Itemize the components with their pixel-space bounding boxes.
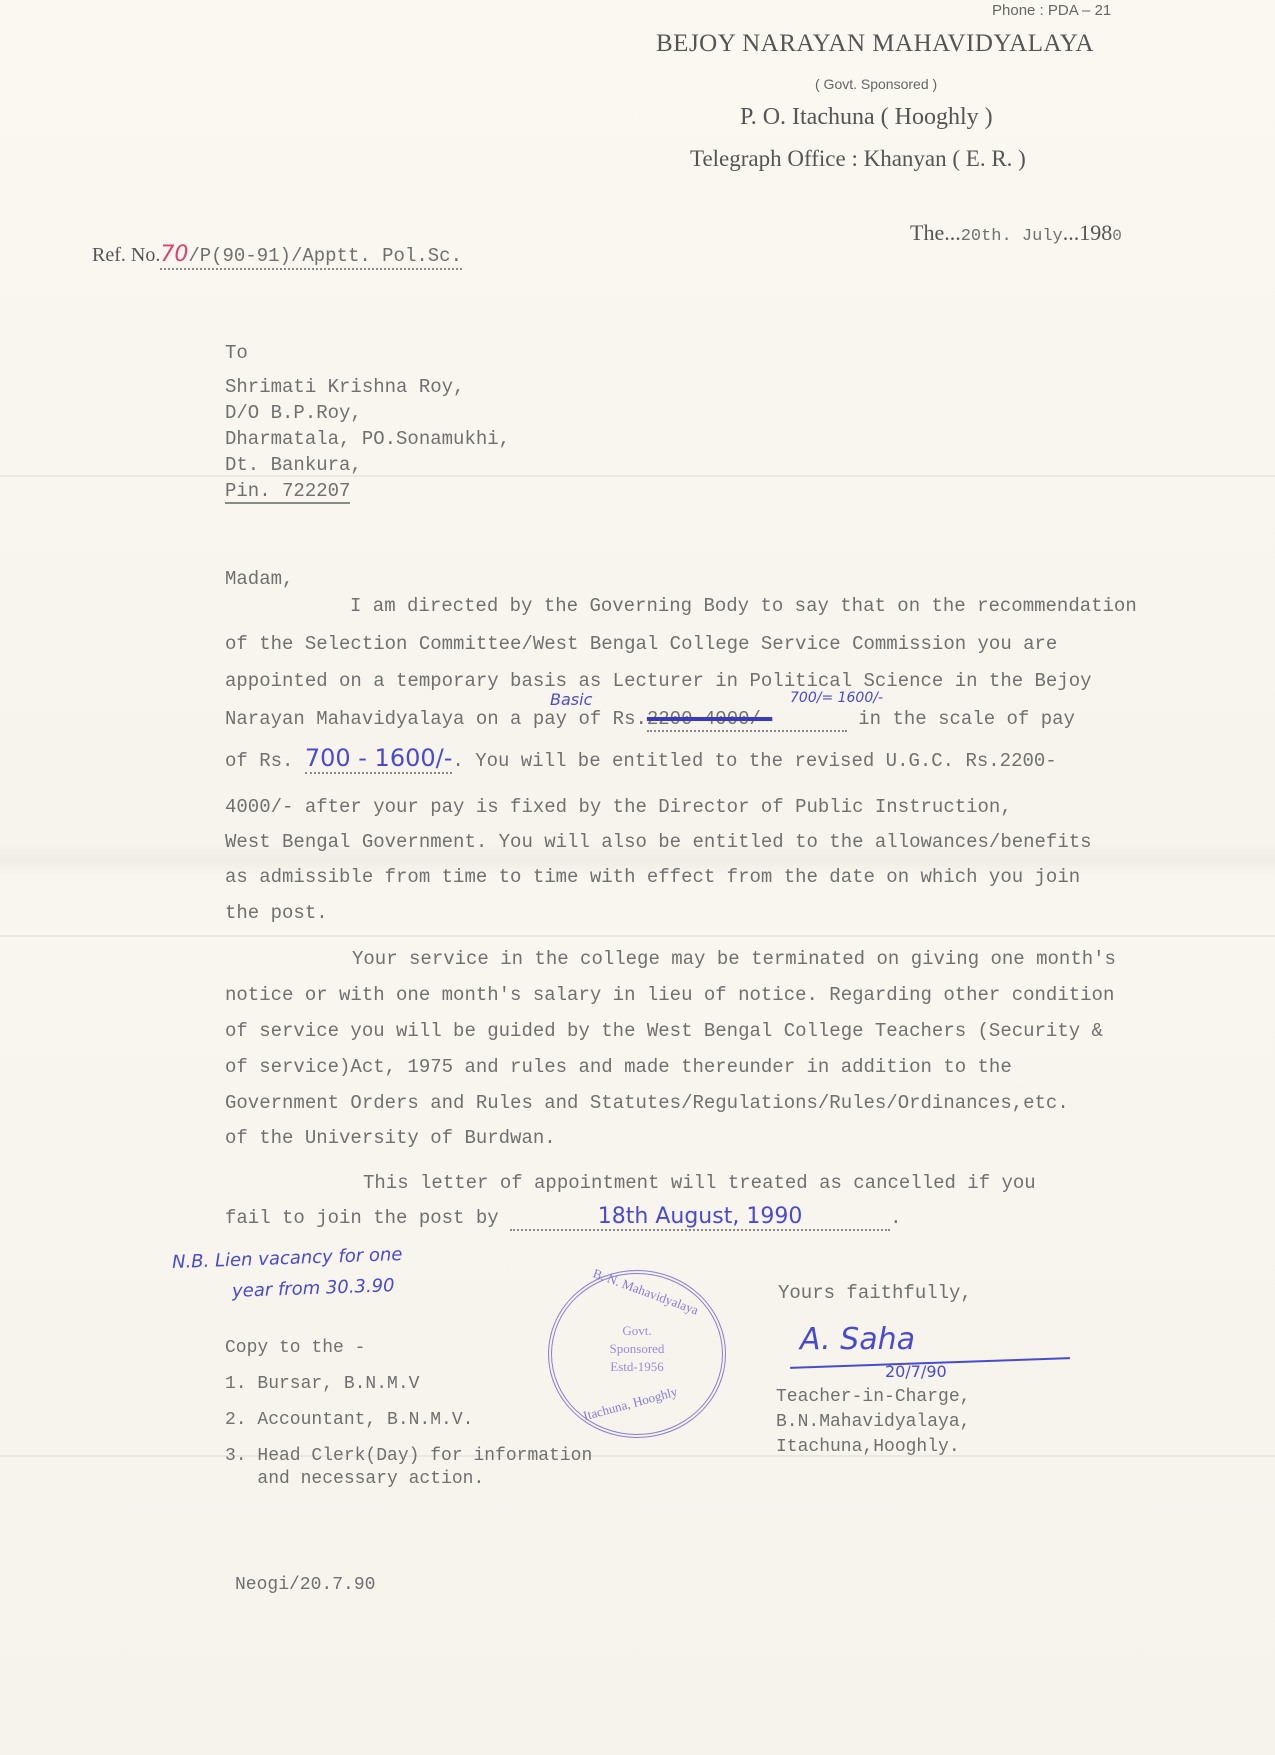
body-line: as admissible from time to time with effect from the date on which you join [225, 866, 1081, 888]
salutation: Madam, [225, 568, 294, 590]
ref-rest: /P(90-91)/Apptt. Pol.Sc. [188, 245, 462, 267]
body-line: 4000/- after your pay is fixed by the Director of Public Instruction, [225, 796, 1012, 818]
body-line: of service)Act, 1975 and rules and made thereunder in addition to the [225, 1056, 1012, 1078]
paper-fold [0, 475, 1275, 477]
body-line: of the University of Burdwan. [225, 1127, 556, 1149]
reference-number [92, 242, 462, 268]
pay-annotation-basic: Basic [550, 690, 593, 709]
institution-status: ( Govt. Sponsored ) [815, 76, 938, 92]
join-date-handwritten: 18th August, 1990 [597, 1204, 803, 1229]
copy-to-item: 1. Bursar, B.N.M.V [225, 1374, 420, 1394]
phone-number: Phone : PDA – 21 [992, 2, 1112, 19]
copy-to-item: 2. Accountant, B.N.M.V. [225, 1410, 474, 1430]
letter-date [910, 220, 1122, 247]
pay-line [225, 708, 1075, 732]
yours-faithfully: Yours faithfully, [778, 1282, 972, 1304]
stamp-line: Govt. [622, 1323, 652, 1338]
pay-struck: 2200-4000/- [646, 708, 773, 730]
date-value: 20th. July [960, 227, 1063, 246]
join-suffix: . [890, 1207, 902, 1229]
designation-line: B.N.Mahavidyalaya, [776, 1412, 971, 1432]
stamp-line: Estd-1956 [610, 1359, 664, 1374]
recipient-block [225, 340, 510, 504]
stamp-line: Sponsored [609, 1341, 665, 1356]
paper-fold [0, 1455, 1275, 1457]
body-line: I am directed by the Governing Body to say that on the recommendation [350, 595, 1137, 617]
copy-to-heading: Copy to the - [225, 1338, 366, 1358]
copy-to-item: 3. Head Clerk(Day) for information [225, 1446, 593, 1466]
recipient-district: Dt. Bankura, [225, 454, 362, 476]
typist-reference: Neogi/20.7.90 [235, 1575, 376, 1595]
join-deadline-line [225, 1204, 901, 1231]
scale-suffix: . You will be entitled to the revised U.G.C. Rs.2200- [452, 750, 1057, 772]
date-year-correction: 0 [1112, 227, 1122, 245]
recipient-name: Shrimati Krishna Roy, [225, 376, 465, 398]
paper-fold [0, 935, 1275, 937]
pay-annotation-amount: 700/= 1600/- [790, 690, 884, 706]
post-office: P. O. Itachuna ( Hooghly ) [740, 104, 993, 130]
pay-line-suffix: in the scale of pay [858, 708, 1075, 730]
pay-line-prefix: Narayan Mahavidyalaya on a pay of Rs. [225, 708, 647, 730]
institution-name: BEJOY NARAYAN MAHAVIDYALAYA [656, 30, 1095, 57]
ref-number-handwritten: 70 [160, 242, 189, 267]
body-line: of service you will be guided by the West Bengal College Teachers (Security & [225, 1020, 1103, 1042]
note-line-2: year from 30.3.90 [231, 1275, 395, 1302]
date-label: The... [910, 220, 961, 245]
body-line: notice or with one month's salary in lieu of notice. Regarding other condition [225, 984, 1115, 1006]
date-year: ...198 [1062, 220, 1113, 245]
recipient-parent: D/O B.P.Roy, [225, 402, 362, 424]
body-line: Your service in the college may be terminated on giving one month's [352, 948, 1116, 970]
stamp-center [552, 1322, 722, 1376]
scale-line [225, 744, 1057, 772]
body-line: the post. [225, 902, 328, 924]
body-line: Government Orders and Rules and Statutes/Regulations/Rules/Ordinances,etc. [225, 1092, 1069, 1114]
join-prefix: fail to join the post by [225, 1207, 499, 1229]
body-line: West Bengal Government. You will also be entitled to the allowances/benefits [225, 831, 1092, 853]
body-line: of the Selection Committee/West Bengal College Service Commission you are [225, 633, 1058, 655]
to-label: To [225, 342, 248, 364]
signature: A. Saha [800, 1322, 915, 1357]
body-line: appointed on a temporary basis as Lecturer in Political Science in the Bejoy [225, 670, 1092, 692]
designation-line: Itachuna,Hooghly. [776, 1437, 960, 1457]
recipient-pin: Pin. 722207 [225, 480, 351, 502]
scale-prefix: of Rs. [225, 750, 294, 772]
note-line-1: N.B. Lien vacancy for one [171, 1243, 403, 1274]
signature-date: 20/7/90 [885, 1362, 947, 1381]
copy-to-item: and necessary action. [225, 1469, 485, 1489]
designation-line: Teacher-in-Charge, [776, 1387, 971, 1407]
telegraph-office: Telegraph Office : Khanyan ( E. R. ) [690, 146, 1026, 171]
ref-label: Ref. No. [92, 244, 161, 266]
stamp-ring-top: B. N. Mahavidyalaya [590, 1265, 701, 1318]
body-line: This letter of appointment will treated as cancelled if you [363, 1172, 1036, 1194]
stamp-ring-bottom: Itachuna, Hooghly [581, 1383, 679, 1424]
scale-handwritten: 700 - 1600/- [304, 744, 453, 772]
college-seal-stamp [548, 1265, 726, 1438]
recipient-address: Dharmatala, PO.Sonamukhi, [225, 428, 511, 450]
signatory-designation [776, 1385, 970, 1460]
